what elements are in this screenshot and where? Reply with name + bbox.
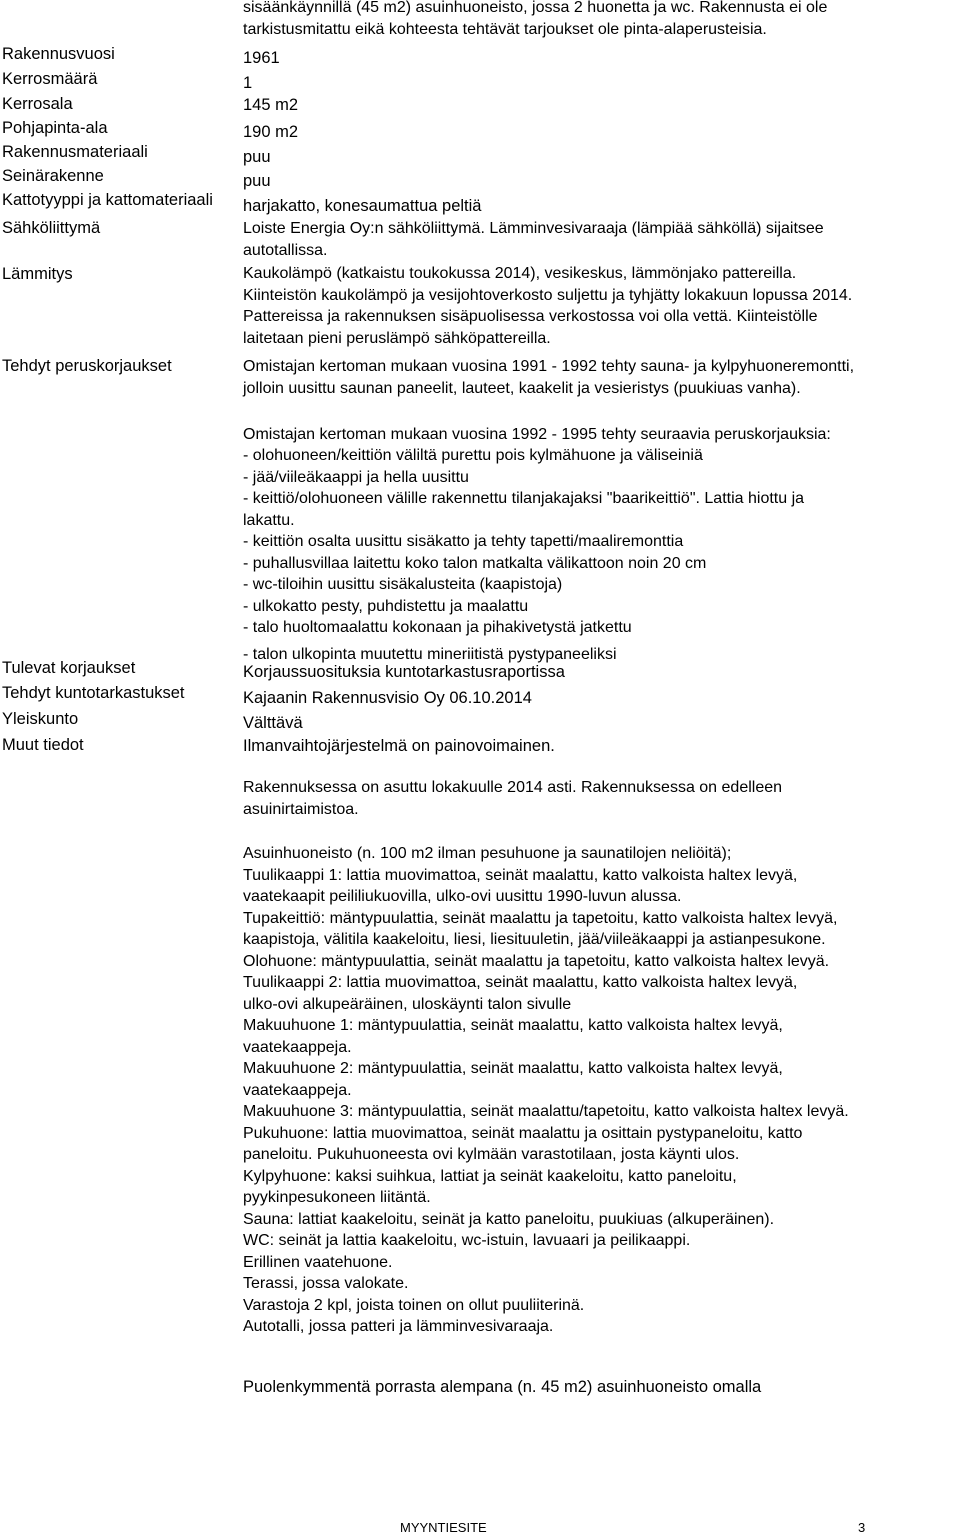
label-tulevat: Tulevat korjaukset <box>2 659 136 677</box>
label-yleiskunto: Yleiskunto <box>2 710 79 728</box>
text-line: Erillinen vaatehuone. <box>243 1253 393 1271</box>
label-kerrosmaara: Kerrosmäärä <box>2 70 98 88</box>
text-line: Olohuone: mäntypuulattia, seinät maalattu ja tapetoitu, katto valkoista haltex levyä. <box>243 952 830 970</box>
muut-paragraph-1 <box>243 777 958 820</box>
text-line: kaapistoja, välitila kaakeloitu, liesi, liesituuletin, jää/viileäkaappi ja astianpesukone. <box>243 931 826 948</box>
label-pohjapinta-ala: Pohjapinta-ala <box>2 119 108 137</box>
text-line: Asuinhuoneisto (n. 100 m2 ilman pesuhuone ja saunatilojen neliöitä); <box>243 845 732 862</box>
text-line: - jää/viileäkaappi ja hella uusittu <box>243 468 469 486</box>
text-line: Sauna: lattiat kaakeloitu, seinät ja katto paneloitu, puukiuas (alkuperäinen). <box>243 1210 775 1228</box>
text-line: Omistajan kertoman mukaan vuosina 1992 - 1995 tehty seuraavia peruskorjauksia: <box>243 425 831 443</box>
text-line: - talon ulkopinta muutettu mineriitistä pystypaneeliksi <box>243 645 617 663</box>
value-seinarakenne: puu <box>243 172 271 190</box>
muut-paragraph-2 <box>243 843 958 1338</box>
text-line: vaatekaappeja. <box>243 1038 352 1056</box>
text-line: Pattereissa ja rakennuksen sisäpuolisessa verkostossa voi olla vettä. Kiinteistölle <box>243 308 818 325</box>
value-kerrosmaara: 1 <box>243 74 253 92</box>
text-line: - keittiö/olohuoneen välille rakennettu tilanjakajaksi "baarikeittiö". Lattia hiottu ja <box>243 490 805 507</box>
text-line: Omistajan kertoman mukaan vuosina 1991 - 1992 tehty sauna- ja kylpyhuoneremontti, <box>243 358 855 375</box>
text-line: Tuulikaappi 2: lattia muovimattoa, seinät maalattu, katto valkoista haltex levyä, <box>243 974 798 991</box>
label-peruskorjaukset: Tehdyt peruskorjaukset <box>2 357 172 375</box>
text-line: - ulkokatto pesty, puhdistettu ja maalattu <box>243 597 529 615</box>
text-line: jolloin uusittu saunan paneelit, lauteet, kaakelit ja vesieristys (puukiuas vanha). <box>243 379 801 397</box>
text-line: Autotalli, jossa patteri ja lämminvesivaraaja. <box>243 1318 554 1335</box>
text-line: Makuuhuone 1: mäntypuulattia, seinät maalattu, katto valkoista haltex levyä, <box>243 1017 783 1034</box>
text-line: Kiinteistön kaukolämpö ja vesijohtoverkosto suljettu ja tyhjätty lokakuun lopussa 2014. <box>243 286 853 304</box>
text-line: Varastoja 2 kpl, joista toinen on ollut puuliiterinä. <box>243 1296 585 1314</box>
value-kuntotarkastukset: Kajaanin Rakennusvisio Oy 06.10.2014 <box>243 689 532 707</box>
value-muut: Ilmanvaihtojärjestelmä on painovoimainen. <box>243 737 555 755</box>
text-line: Kylpyhuone: kaksi suihkua, lattiat ja seinät kaakeloitu, katto paneloitu, <box>243 1167 737 1185</box>
text-line: Rakennuksessa on asuttu lokakuulle 2014 asti. Rakennuksessa on edelleen <box>243 779 783 796</box>
text-line: ulko-ovi alkupeäräinen, uloskäynti talon sivulle <box>243 995 572 1013</box>
label-rakennusvuosi: Rakennusvuosi <box>2 45 115 63</box>
text-line: - wc-tiloihin uusittu sisäkalusteita (kaapistoja) <box>243 576 563 593</box>
footer-title: MYYNTIESITE <box>400 1520 487 1535</box>
text-line: Tupakeittiö: mäntypuulattia, seinät maalattu ja tapetoitu, katto valkoista haltex levyä, <box>243 909 838 927</box>
text-line: Loiste Energia Oy:n sähköliittymä. Lämminvesivaraaja (lämpiää sähköllä) sijaitsee <box>243 220 824 237</box>
text-line: laitetaan pieni peruslämpö sähköpattereilla. <box>243 329 551 347</box>
intro-line: tarkistusmitattu eikä kohteesta tehtävät tarjoukset ole pinta-alaperusteisia. <box>243 20 767 38</box>
text-line: vaatekaapit peililiukuovilla, ulko-ovi uusittu 1990-luvun alussa. <box>243 888 682 905</box>
value-rakennusvuosi: 1961 <box>243 49 280 67</box>
text-line: - keittiön osalta uusittu sisäkatto ja tehty tapetti/maaliremonttia <box>243 533 684 550</box>
intro-line: sisäänkäynnillä (45 m2) asuinhuoneisto, jossa 2 huonetta ja wc. Rakennusta ei ole <box>243 0 828 16</box>
label-kerrosala: Kerrosala <box>2 95 73 113</box>
value-tulevat: Korjaussuosituksia kuntotarkastusraportissa <box>243 663 565 681</box>
text-line: Pukuhuone: lattia muovimattoa, seinät maalattu ja osittain pystypaneloitu, katto <box>243 1124 803 1142</box>
label-rakennusmateriaali: Rakennusmateriaali <box>2 143 148 161</box>
text-line: - puhallusvillaa laitettu koko talon matkalta välikattoon noin 20 cm <box>243 554 707 572</box>
text-line: Kaukolämpö (katkaistu toukokussa 2014), vesikeskus, lämmönjako pattereilla. <box>243 265 797 282</box>
value-peruskorjaukset <box>243 356 958 665</box>
value-kattotyyppi: harjakatto, konesaumattua peltiä <box>243 197 482 215</box>
text-line: pyykinpesukoneen liitäntä. <box>243 1189 431 1206</box>
label-kuntotarkastukset: Tehdyt kuntotarkastukset <box>2 684 185 702</box>
footer-page-number: 3 <box>858 1520 866 1535</box>
text-line: paneloitu. Pukuhuoneesta ovi kylmään varastotilaan, josta käynti ulos. <box>243 1146 740 1163</box>
text-line: WC: seinät ja lattia kaakeloitu, wc-istuin, lavuaari ja peilikaappi. <box>243 1232 691 1249</box>
label-sahkoliittyma: Sähköliittymä <box>2 219 101 237</box>
intro-text <box>243 0 958 40</box>
text-line: autotallissa. <box>243 241 328 259</box>
text-line: - olohuoneen/keittiön väliltä purettu pois kylmähuone ja väliseiniä <box>243 447 703 464</box>
text-line: asuinirtaimistoa. <box>243 800 359 818</box>
text-line: Makuuhuone 2: mäntypuulattia, seinät maalattu, katto valkoista haltex levyä, <box>243 1060 783 1077</box>
text-line: lakattu. <box>243 511 295 529</box>
value-kerrosala: 145 m2 <box>243 96 299 114</box>
muut-paragraph-3: Puolenkymmentä porrasta alempana (n. 45 m2) asuinhuoneisto omalla <box>243 1378 762 1396</box>
value-lammitys <box>243 263 958 349</box>
text-line: Makuuhuone 3: mäntypuulattia, seinät maalattu/tapetoitu, katto valkoista haltex levyä. <box>243 1103 849 1120</box>
text-line: Terassi, jossa valokate. <box>243 1275 409 1292</box>
label-lammitys: Lämmitys <box>2 265 73 283</box>
text-line: vaatekaappeja. <box>243 1081 352 1099</box>
label-muut: Muut tiedot <box>2 736 84 754</box>
label-kattotyyppi: Kattotyyppi ja kattomateriaali <box>2 191 213 209</box>
text-line: Tuulikaappi 1: lattia muovimattoa, seinät maalattu, katto valkoista haltex levyä, <box>243 866 798 884</box>
blank-line <box>243 399 958 421</box>
value-rakennusmateriaali: puu <box>243 148 271 166</box>
value-yleiskunto: Välttävä <box>243 714 303 732</box>
value-sahkoliittyma <box>243 218 958 261</box>
text-line: - talo huoltomaalattu kokonaan ja pihakivetystä jatkettu <box>243 619 632 636</box>
value-pohjapinta-ala: 190 m2 <box>243 123 299 141</box>
label-seinarakenne: Seinärakenne <box>2 167 104 185</box>
